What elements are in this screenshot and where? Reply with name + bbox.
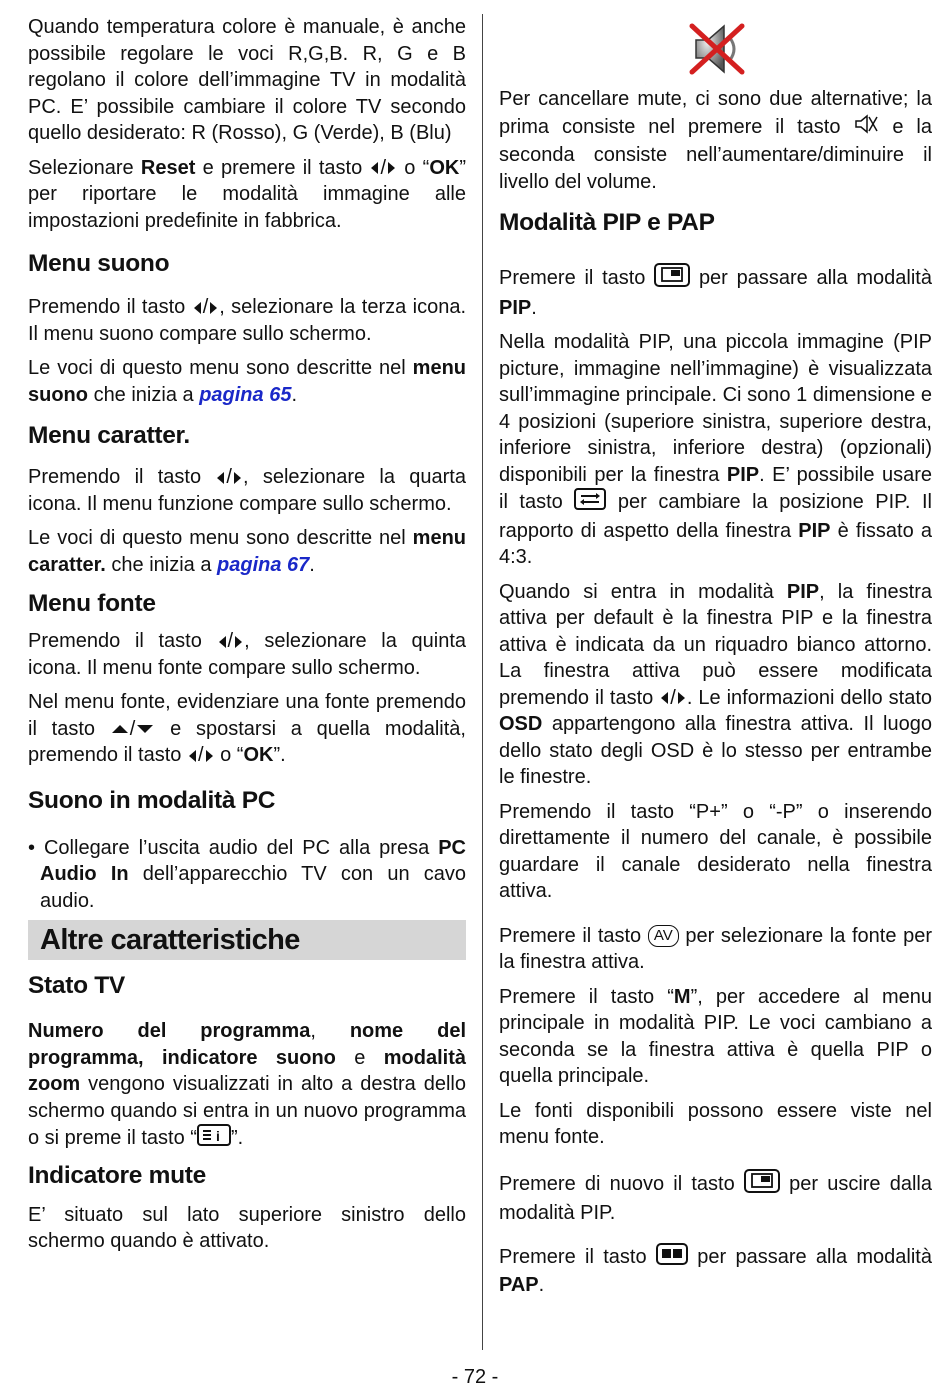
left-column xyxy=(28,14,466,1263)
text: e xyxy=(354,1046,366,1069)
paragraph-pip-7 xyxy=(499,1098,932,1151)
triangle-right-icon xyxy=(235,636,242,648)
triangle-left-icon xyxy=(661,692,668,704)
term-pc-audio-in: PC Audio In xyxy=(40,836,466,885)
heading-indicatore-mute: Indicatore mute xyxy=(28,1161,206,1189)
column-divider xyxy=(482,14,483,1350)
text: è fissato a 4:3. xyxy=(499,519,932,568)
section-title-altre-caratteristiche: Altre caratteristiche xyxy=(40,924,300,956)
av-key-icon xyxy=(648,925,679,947)
paragraph-caratter-2: Le voci di questo menu sono descritte nel menu caratter. che inizia a pagina 67. xyxy=(28,527,467,576)
text: Per cancellare mute, ci sono due alternative; la prima consiste nel premere il tasto xyxy=(499,88,932,138)
swap-key-icon xyxy=(574,488,606,518)
term-nome-programma: nome del programma, indicatore suono xyxy=(28,1020,467,1069)
text: ”. xyxy=(230,1127,244,1150)
text: e premere il tasto xyxy=(202,156,363,179)
text: Premendo il tasto “P+” o “-P” o inserendo direttamente il numero del canale, è possibile guardare il canale desiderato nella finestra attiva. xyxy=(499,800,932,902)
text: , xyxy=(310,1020,316,1042)
paragraph-caratter-1: Premendo il tasto / , selezionare la quarta icona. Il menu funzione compare sullo schermo. xyxy=(28,466,466,515)
page-link-67[interactable]: pagina 67 xyxy=(217,553,310,576)
heading-suono-pc: Suono in modalità PC xyxy=(28,786,276,814)
info-key-icon xyxy=(197,1124,231,1154)
text: Nella modalità PIP, una piccola immagine (PIP picture, immagine nell’immagine) è visualizzata sull’immagine principale. Ci sono 1 dimensione e 4 posizioni (superiore sinistra, superiore destra, inferiore sinistra, inferiore destra) (opzionali) disponibili per la finestra xyxy=(499,331,932,486)
term-osd: OSD xyxy=(499,713,543,735)
term-menu-caratter: menu caratter. xyxy=(28,527,467,576)
text: , selezionare la terza icona. Il menu suono compare sullo schermo. xyxy=(28,296,467,345)
paragraph-pip-5 xyxy=(499,923,932,976)
term-pip: PIP xyxy=(499,296,532,319)
heading-stato-tv: Stato TV xyxy=(28,972,125,999)
text: ”. xyxy=(273,744,286,766)
paragraph-pip-8 xyxy=(499,1169,932,1227)
section-band xyxy=(28,920,466,960)
text: Le fonti disponibili possono essere viste nel menu fonte. xyxy=(499,1099,932,1148)
triangle-left-icon xyxy=(194,302,201,314)
av-key-label: AV xyxy=(653,927,673,945)
text: per passare alla modalità xyxy=(698,267,932,290)
term-pip: PIP xyxy=(786,580,820,603)
text: o “ xyxy=(404,156,430,179)
term-m: M xyxy=(673,985,691,1008)
term-numero-programma: Numero del programma xyxy=(28,1020,311,1042)
page-number: - 72 - xyxy=(451,1366,499,1388)
pap-key-icon xyxy=(656,1243,688,1273)
text: che inizia a xyxy=(93,383,194,406)
term-reset: Reset xyxy=(140,156,196,179)
text: Le voci di questo menu sono descritte nel xyxy=(28,357,406,379)
mute-key-icon xyxy=(853,113,879,143)
text: appartengono alla finestra attiva. Il luogo dello stato degli OSD è lo stesso per entrambe le finestre. xyxy=(499,713,932,788)
text: e spostarsi a quella modalità, premendo il tasto xyxy=(28,717,466,766)
text: Premere il tasto xyxy=(499,267,646,290)
text: . Le informazioni dello stato xyxy=(686,686,933,709)
term-pap: PAP xyxy=(499,1274,539,1296)
pip-key-icon xyxy=(744,1169,780,1201)
paragraph-fonte-1: Premendo il tasto / , selezionare la quinta icona. Il menu fonte compare sullo schermo. xyxy=(28,630,466,679)
text: Quando si entra in modalità xyxy=(499,580,774,603)
text: Premere il tasto “ xyxy=(499,985,674,1008)
text-rgb: Quando temperatura colore è manuale, è anche possibile regolare le voci R,G,B. R, G e B regolano il colore dell’immagine TV in modalità PC. E’ possibile cambiare il colore TV secondo quello desiderato: R (Rosso), G (Verde), B (Blu) xyxy=(28,16,466,144)
text: , la finestra attiva per default è la finestra PIP e la finestra attiva è indicata da un riquadro bianco attorno. La finestra attiva può essere modificata premendo il tasto xyxy=(499,580,933,709)
text: e la seconda consiste nell’aumentare/diminuire il livello del volume. xyxy=(499,115,932,193)
text: per passare alla modalità xyxy=(697,1245,932,1268)
paragraph-pip-1 xyxy=(499,263,932,321)
triangle-up-icon xyxy=(112,725,128,733)
paragraph-pip-4 xyxy=(499,799,932,905)
text: ”, per accedere al menu principale in modalità PIP. Le voci cambiano a seconda se la finestra attiva è quella PIP o quella principale. xyxy=(499,985,932,1087)
triangle-down-icon xyxy=(137,725,153,733)
triangle-left-icon xyxy=(189,750,196,762)
triangle-left-icon xyxy=(219,636,226,648)
text: Le voci di questo menu sono descritte nel xyxy=(28,527,406,549)
text: Premendo il tasto xyxy=(28,466,202,488)
text: per cambiare la posizione PIP. Il rapporto di aspetto della finestra xyxy=(499,491,932,542)
term-pip: PIP xyxy=(798,519,831,542)
text: Premendo il tasto xyxy=(28,296,186,318)
text: . E’ possibile usare il tasto xyxy=(499,463,933,514)
paragraph-cancel-mute xyxy=(499,86,932,195)
text: . xyxy=(531,296,537,319)
triangle-right-icon xyxy=(234,472,241,484)
text: • Collegare l’uscita audio del PC alla presa xyxy=(28,836,430,859)
paragraph-pip-2 xyxy=(499,329,932,571)
text: o “ xyxy=(220,744,244,766)
triangle-right-icon xyxy=(678,692,685,704)
bullet-pc-audio xyxy=(28,835,466,915)
paragraph-stato-tv xyxy=(28,1018,466,1154)
heading-menu-caratter: Menu caratter. xyxy=(28,422,190,449)
paragraph-fonte-2: Nel menu fonte, evidenziare una fonte premendo il tasto / e spostarsi a quella modalità, premendo il tasto / o “OK”. xyxy=(28,691,466,766)
paragraph-suono-2: Le voci di questo menu sono descritte nel menu suono che inizia a pagina 65. xyxy=(28,357,467,406)
term-ok: OK xyxy=(243,744,274,766)
text: Premere il tasto xyxy=(499,924,642,947)
text: per selezionare la fonte per la finestra attiva. xyxy=(499,924,932,973)
paragraph-suono-1: Premendo il tasto / , selezionare la terza icona. Il menu suono compare sullo schermo. xyxy=(28,296,467,345)
triangle-left-icon xyxy=(217,472,224,484)
term-modalita-zoom: modalità zoom xyxy=(28,1046,467,1095)
term-menu-suono: menu suono xyxy=(28,357,467,406)
triangle-right-icon xyxy=(206,750,213,762)
muted-speaker-icon xyxy=(686,20,748,78)
text: Premendo il tasto xyxy=(28,630,202,652)
paragraph-pip-3: Quando si entra in modalità PIP, la finestra attiva per default è la finestra PIP e la finestra attiva è indicata da un riquadro bianco attorno. La finestra attiva può essere modificata premendo il tasto / . Le informazioni dello stato OSD appartengono alla finestra attiva. Il luogo dello stato degli OSD è lo stesso per entrambe le finestre. xyxy=(499,580,933,788)
heading-pip-pap: Modalità PIP e PAP xyxy=(499,209,715,236)
triangle-left-icon xyxy=(371,162,378,174)
paragraph-rgb xyxy=(28,14,466,147)
text: Nel menu fonte, evidenziare una fonte premendo il tasto xyxy=(28,691,466,740)
term-ok: OK xyxy=(429,156,460,179)
page-link-65[interactable]: pagina 65 xyxy=(199,383,292,406)
text: , selezionare la quarta icona. Il menu funzione compare sullo schermo. xyxy=(28,466,466,515)
text: per uscire dalla modalità PIP. xyxy=(499,1172,932,1224)
triangle-right-icon xyxy=(210,302,217,314)
text: Premere di nuovo il tasto xyxy=(499,1172,735,1195)
heading-menu-suono: Menu suono xyxy=(28,250,170,277)
triangle-right-icon xyxy=(388,162,395,174)
text: , selezionare la quinta icona. Il menu fonte compare sullo schermo. xyxy=(28,630,466,679)
paragraph-reset: Selezionare Reset e premere il tasto / o “OK” per riportare le modalità immagine alle impostazioni predefinite in fabbrica. xyxy=(28,156,466,232)
heading-menu-fonte: Menu fonte xyxy=(28,590,156,617)
text: . xyxy=(538,1274,545,1296)
text: che inizia a xyxy=(111,553,212,576)
pip-key-icon xyxy=(654,263,690,295)
text: vengono visualizzati in alto a destra dello schermo quando si entra in un nuovo programma o si preme il tasto “ xyxy=(28,1073,466,1150)
text: ” per riportare le modalità immagine alle impostazioni predefinite in fabbrica. xyxy=(28,156,466,232)
paragraph-pap xyxy=(499,1243,932,1299)
right-column xyxy=(499,86,932,1307)
text: Selezionare xyxy=(28,156,134,179)
paragraph-pip-6 xyxy=(499,984,932,1090)
text: dell’apparecchio TV con un cavo audio. xyxy=(40,863,466,912)
text: Premere il tasto xyxy=(499,1245,647,1268)
paragraph-indicatore-mute xyxy=(28,1202,466,1255)
term-pip: PIP xyxy=(726,463,760,486)
svg-text:i: i xyxy=(215,1128,220,1144)
text: E’ situato sul lato superiore sinistro dello schermo quando è attivato. xyxy=(28,1203,466,1252)
